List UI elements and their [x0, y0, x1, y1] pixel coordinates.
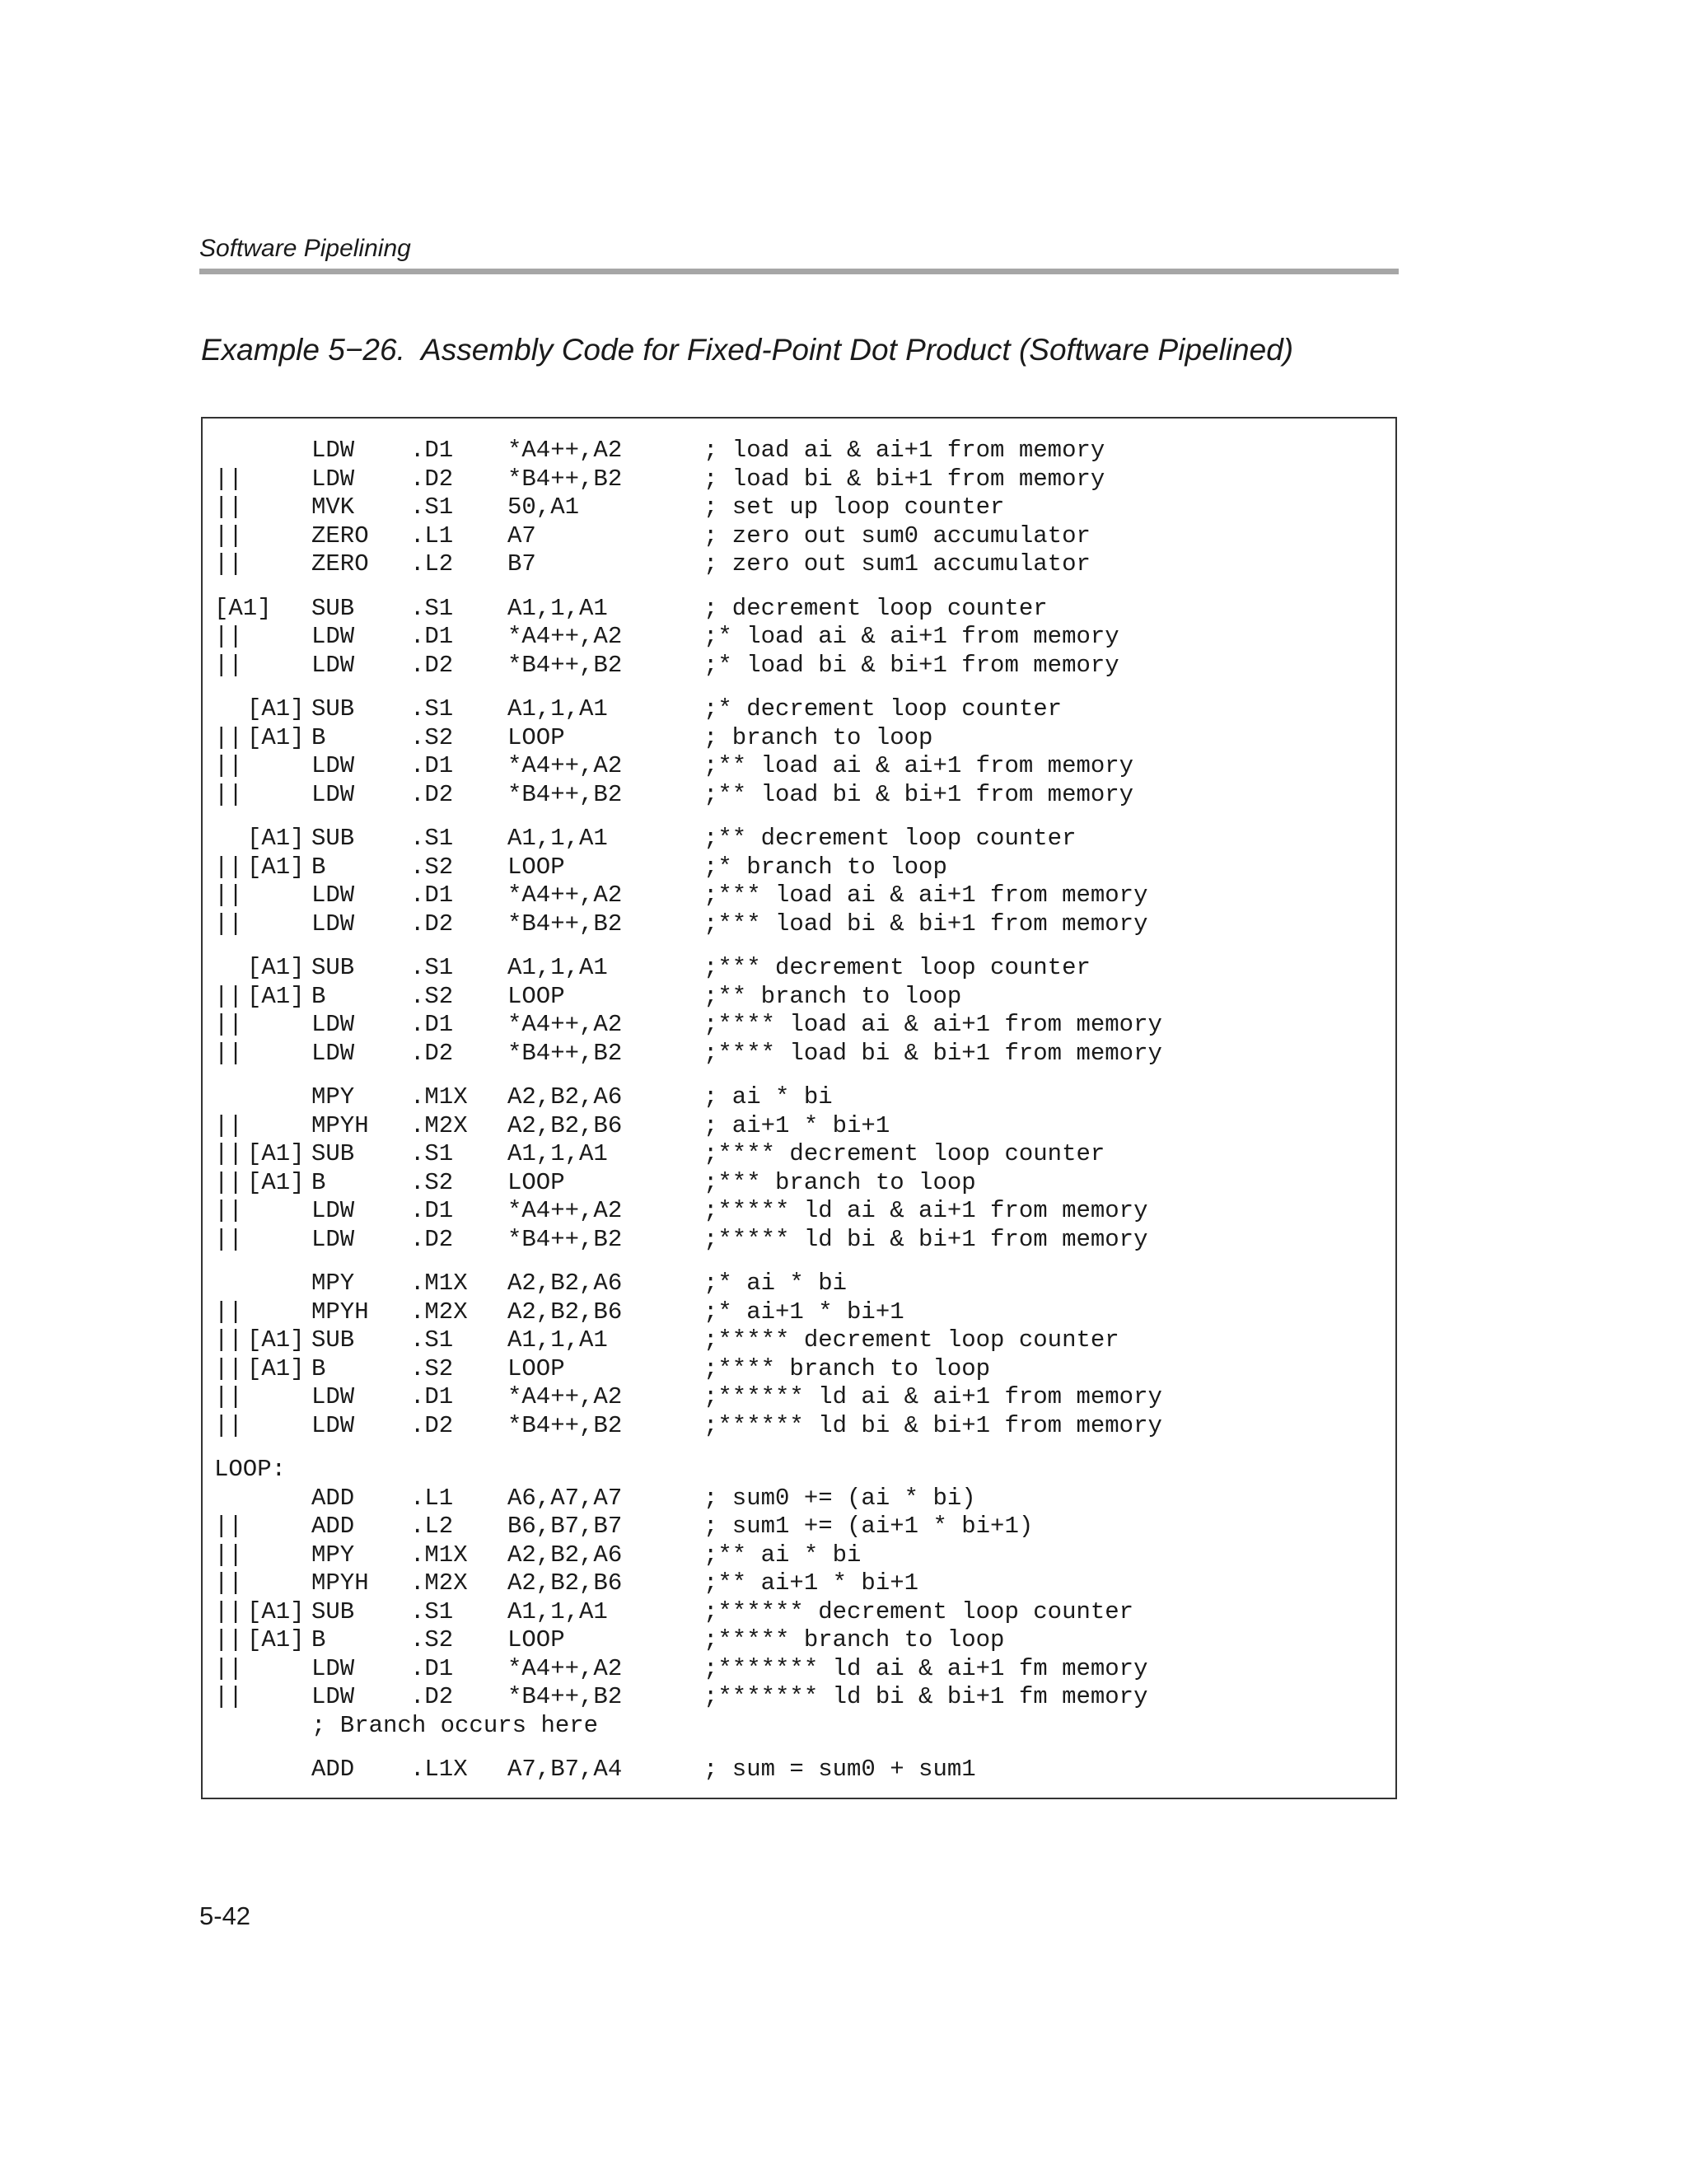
condition-register: [A1]	[214, 594, 272, 622]
code-line	[214, 1112, 1387, 1141]
parallel-bars: ||	[214, 780, 243, 808]
parallel-bars: ||	[214, 651, 243, 679]
code-line	[214, 1298, 1387, 1327]
comment: ; ai+1 * bi+1	[703, 1111, 890, 1139]
functional-unit: .M2X	[410, 1298, 468, 1326]
functional-unit: .D2	[410, 910, 454, 938]
code-line	[214, 983, 1387, 1012]
parallel-bars: ||	[214, 1383, 243, 1410]
functional-unit: .M1X	[410, 1541, 468, 1569]
comment: ; zero out sum1 accumulator	[703, 550, 1091, 578]
instruction: SUB	[311, 954, 355, 981]
operands: *A4++,A2	[507, 1197, 623, 1224]
comment: ;***** ld bi & bi+1 from memory	[703, 1225, 1148, 1253]
instruction: B	[311, 1354, 326, 1382]
parallel-bars: ||	[214, 910, 243, 938]
header-rule	[199, 269, 1399, 274]
operands: A1,1,A1	[507, 1597, 608, 1625]
comment: ;***** ld ai & ai+1 from memory	[703, 1197, 1148, 1224]
operands: A2,B2,B6	[507, 1111, 623, 1139]
functional-unit: .M2X	[410, 1569, 468, 1597]
functional-unit: .L1X	[410, 1756, 468, 1783]
operands: LOOP	[507, 1626, 565, 1653]
code-line	[214, 623, 1387, 652]
parallel-bars: ||	[214, 1326, 243, 1354]
instruction: LDW	[311, 752, 355, 779]
instruction: LDW	[311, 623, 355, 650]
code-line	[214, 853, 1387, 882]
functional-unit: .L2	[410, 550, 454, 578]
instruction: LDW	[311, 1654, 355, 1682]
comment: ;** ai * bi	[703, 1541, 862, 1569]
condition-register: [A1]	[247, 1326, 305, 1354]
comment: ;* ai+1 * bi+1	[703, 1298, 904, 1326]
instruction: SUB	[311, 1326, 355, 1354]
code-line	[214, 1011, 1387, 1040]
operands: A1,1,A1	[507, 954, 608, 981]
code-line	[214, 781, 1387, 810]
comment: ;***** branch to loop	[703, 1626, 1005, 1653]
running-head: Software Pipelining	[199, 235, 411, 262]
code-line	[214, 1569, 1387, 1598]
instruction: MPYH	[311, 1298, 369, 1326]
functional-unit: .D1	[410, 623, 454, 650]
operands: *A4++,A2	[507, 1654, 623, 1682]
parallel-bars: ||	[214, 752, 243, 779]
operands: A2,B2,B6	[507, 1569, 623, 1597]
functional-unit: .D2	[410, 1039, 454, 1067]
code-line	[214, 1513, 1387, 1541]
parallel-bars: ||	[214, 1541, 243, 1569]
operands: A7	[507, 521, 536, 550]
operands: *A4++,A2	[507, 1011, 623, 1038]
comment: ;******* ld ai & ai+1 fm memory	[703, 1654, 1148, 1682]
comment: ;****** ld ai & ai+1 from memory	[703, 1383, 1162, 1410]
functional-unit: .D2	[410, 1411, 454, 1439]
instruction: LDW	[311, 1411, 355, 1439]
operands: *B4++,B2	[507, 1683, 623, 1710]
code-line	[214, 437, 1387, 465]
instruction: SUB	[311, 1597, 355, 1625]
comment: ;** decrement loop counter	[703, 825, 1077, 852]
instruction: ADD	[311, 1513, 355, 1540]
code-line	[214, 1756, 1387, 1784]
code-line	[214, 825, 1387, 853]
parallel-bars: ||	[214, 1411, 243, 1439]
comment: ;**** branch to loop	[703, 1354, 991, 1382]
condition-register: [A1]	[247, 853, 305, 881]
instruction: SUB	[311, 825, 355, 852]
parallel-bars: ||	[214, 723, 243, 751]
functional-unit: .D2	[410, 465, 454, 493]
page-number: 5-42	[199, 1901, 251, 1930]
comment: ;** ai+1 * bi+1	[703, 1569, 919, 1597]
operands: *A4++,A2	[507, 437, 623, 464]
instruction: LDW	[311, 780, 355, 808]
operands: A2,B2,B6	[507, 1298, 623, 1326]
functional-unit: .D2	[410, 651, 454, 679]
comment: ;* load ai & ai+1 from memory	[703, 623, 1119, 650]
code-line	[214, 493, 1387, 522]
functional-unit: .D1	[410, 1011, 454, 1038]
instruction: LDW	[311, 1383, 355, 1410]
comment: ;*** load ai & ai+1 from memory	[703, 882, 1148, 909]
functional-unit: .L1	[410, 521, 454, 550]
instruction: ADD	[311, 1484, 355, 1512]
condition-register: [A1]	[247, 825, 305, 852]
operands: A1,1,A1	[507, 1140, 608, 1167]
comment: ; zero out sum0 accumulator	[703, 521, 1091, 550]
instruction: LDW	[311, 1197, 355, 1224]
operands: *A4++,A2	[507, 882, 623, 909]
code-line	[214, 1226, 1387, 1255]
condition-register: [A1]	[247, 1168, 305, 1196]
operands: LOOP	[507, 853, 565, 881]
operands: *B4++,B2	[507, 651, 623, 679]
operands: *A4++,A2	[507, 623, 623, 650]
instruction: MPYH	[311, 1111, 369, 1139]
operands: A1,1,A1	[507, 594, 608, 622]
code-line	[214, 1197, 1387, 1226]
instruction: MPY	[311, 1541, 355, 1569]
code-line	[214, 695, 1387, 724]
functional-unit: .S1	[410, 1597, 454, 1625]
operands: LOOP	[507, 1168, 565, 1196]
code-line	[214, 1083, 1387, 1112]
code-line	[214, 752, 1387, 781]
instruction: SUB	[311, 695, 355, 723]
instruction: LDW	[311, 1683, 355, 1710]
comment: ;* branch to loop	[703, 853, 947, 881]
instruction: B	[311, 853, 326, 881]
functional-unit: .S1	[410, 954, 454, 981]
condition-register: [A1]	[247, 1354, 305, 1382]
functional-unit: .M1X	[410, 1083, 468, 1111]
functional-unit: .D2	[410, 780, 454, 808]
parallel-bars: ||	[214, 1513, 243, 1540]
instruction: LDW	[311, 1011, 355, 1038]
parallel-bars: ||	[214, 853, 243, 881]
code-line	[214, 465, 1387, 494]
functional-unit: .S1	[410, 825, 454, 852]
functional-unit: .D1	[410, 437, 454, 464]
parallel-bars: ||	[214, 1298, 243, 1326]
operands: A2,B2,A6	[507, 1270, 623, 1297]
operands: *A4++,A2	[507, 752, 623, 779]
code-line	[214, 652, 1387, 680]
code-note: ; Branch occurs here	[311, 1711, 599, 1739]
parallel-bars: ||	[214, 1683, 243, 1710]
instruction: ZERO	[311, 521, 369, 550]
parallel-bars: ||	[214, 521, 243, 550]
functional-unit: .D1	[410, 1197, 454, 1224]
operands: 50,A1	[507, 493, 580, 521]
parallel-bars: ||	[214, 1111, 243, 1139]
functional-unit: .D1	[410, 752, 454, 779]
code-line	[214, 882, 1387, 910]
operands: B6,B7,B7	[507, 1513, 623, 1540]
parallel-bars: ||	[214, 1039, 243, 1067]
operands: LOOP	[507, 1354, 565, 1382]
operands: LOOP	[507, 723, 565, 751]
operands: A2,B2,A6	[507, 1083, 623, 1111]
instruction: LDW	[311, 1039, 355, 1067]
functional-unit: .S2	[410, 1626, 454, 1653]
functional-unit: .D1	[410, 882, 454, 909]
code-label: LOOP:	[214, 1456, 287, 1483]
operands: A2,B2,A6	[507, 1541, 623, 1569]
code-line	[214, 724, 1387, 753]
instruction: B	[311, 1168, 326, 1196]
code-line	[214, 1355, 1387, 1384]
functional-unit: .D2	[410, 1225, 454, 1253]
condition-register: [A1]	[247, 1626, 305, 1653]
instruction: MPYH	[311, 1569, 369, 1597]
comment: ;**** decrement loop counter	[703, 1140, 1105, 1167]
operands: LOOP	[507, 982, 565, 1010]
parallel-bars: ||	[214, 1168, 243, 1196]
comment: ; ai * bi	[703, 1083, 833, 1111]
code-line	[214, 1655, 1387, 1684]
code-line	[214, 1541, 1387, 1570]
code-line	[214, 1040, 1387, 1069]
comment: ; sum1 += (ai+1 * bi+1)	[703, 1513, 1034, 1540]
instruction: B	[311, 1626, 326, 1653]
code-line	[214, 910, 1387, 939]
code-line	[214, 1485, 1387, 1513]
functional-unit: .S1	[410, 493, 454, 521]
functional-unit: .L2	[410, 1513, 454, 1540]
condition-register: [A1]	[247, 1597, 305, 1625]
operands: *B4++,B2	[507, 780, 623, 808]
comment: ; branch to loop	[703, 723, 933, 751]
code-line	[214, 1383, 1387, 1412]
instruction: SUB	[311, 594, 355, 622]
code-line	[214, 1270, 1387, 1298]
operands: A1,1,A1	[507, 695, 608, 723]
code-line	[214, 522, 1387, 551]
parallel-bars: ||	[214, 623, 243, 650]
code-line	[214, 1626, 1387, 1655]
comment: ; load bi & bi+1 from memory	[703, 465, 1105, 493]
functional-unit: .S2	[410, 1354, 454, 1382]
comment: ;* ai * bi	[703, 1270, 848, 1297]
parallel-bars: ||	[214, 1626, 243, 1653]
parallel-bars: ||	[214, 1011, 243, 1038]
instruction: MVK	[311, 493, 355, 521]
instruction: ZERO	[311, 550, 369, 578]
operands: A1,1,A1	[507, 1326, 608, 1354]
instruction: B	[311, 723, 326, 751]
comment: ; set up loop counter	[703, 493, 1005, 521]
code-line	[214, 1598, 1387, 1627]
operands: *B4++,B2	[507, 465, 623, 493]
functional-unit: .L1	[410, 1484, 454, 1512]
comment: ; decrement loop counter	[703, 594, 1048, 622]
comment: ;***** decrement loop counter	[703, 1326, 1119, 1354]
code-line	[214, 954, 1387, 983]
functional-unit: .S1	[410, 594, 454, 622]
instruction: LDW	[311, 1225, 355, 1253]
instruction: LDW	[311, 651, 355, 679]
functional-unit: .D2	[410, 1683, 454, 1710]
comment: ; sum0 += (ai * bi)	[703, 1484, 976, 1512]
functional-unit: .M2X	[410, 1111, 468, 1139]
instruction: SUB	[311, 1140, 355, 1167]
comment: ;* load bi & bi+1 from memory	[703, 651, 1119, 679]
comment: ;**** load bi & bi+1 from memory	[703, 1039, 1162, 1067]
comment: ; load ai & ai+1 from memory	[703, 437, 1105, 464]
condition-register: [A1]	[247, 1140, 305, 1167]
functional-unit: .S2	[410, 853, 454, 881]
instruction: B	[311, 982, 326, 1010]
parallel-bars: ||	[214, 982, 243, 1010]
code-label-line	[214, 1456, 1387, 1485]
instruction: ADD	[311, 1756, 355, 1783]
instruction: MPY	[311, 1083, 355, 1111]
functional-unit: .S1	[410, 695, 454, 723]
parallel-bars: ||	[214, 1197, 243, 1224]
condition-register: [A1]	[247, 723, 305, 751]
code-listing-box	[201, 417, 1397, 1799]
functional-unit: .S1	[410, 1140, 454, 1167]
parallel-bars: ||	[214, 465, 243, 493]
comment: ;*** decrement loop counter	[703, 954, 1091, 981]
parallel-bars: ||	[214, 1354, 243, 1382]
functional-unit: .S2	[410, 723, 454, 751]
comment: ;*** branch to loop	[703, 1168, 976, 1196]
code-line	[214, 1326, 1387, 1355]
code-line	[214, 1169, 1387, 1198]
functional-unit: .D1	[410, 1654, 454, 1682]
functional-unit: .M1X	[410, 1270, 468, 1297]
operands: A7,B7,A4	[507, 1756, 623, 1783]
operands: A6,A7,A7	[507, 1484, 623, 1512]
comment: ;** branch to loop	[703, 982, 962, 1010]
parallel-bars: ||	[214, 550, 243, 578]
code-line	[214, 1683, 1387, 1712]
comment: ; sum = sum0 + sum1	[703, 1756, 976, 1783]
code-line	[214, 595, 1387, 624]
parallel-bars: ||	[214, 1569, 243, 1597]
instruction: MPY	[311, 1270, 355, 1297]
parallel-bars: ||	[214, 1140, 243, 1167]
operands: A1,1,A1	[507, 825, 608, 852]
functional-unit: .S1	[410, 1326, 454, 1354]
operands: *B4++,B2	[507, 1039, 623, 1067]
condition-register: [A1]	[247, 695, 305, 723]
operands: B7	[507, 550, 536, 578]
comment: ;****** ld bi & bi+1 from memory	[703, 1411, 1162, 1439]
parallel-bars: ||	[214, 493, 243, 521]
instruction: LDW	[311, 910, 355, 938]
condition-register: [A1]	[247, 982, 305, 1010]
parallel-bars: ||	[214, 1654, 243, 1682]
code-line	[214, 1140, 1387, 1169]
comment: ;****** decrement loop counter	[703, 1597, 1134, 1625]
comment: ;** load ai & ai+1 from memory	[703, 752, 1134, 779]
operands: *B4++,B2	[507, 910, 623, 938]
functional-unit: .S2	[410, 982, 454, 1010]
code-line	[214, 550, 1387, 579]
code-note-line	[214, 1712, 1387, 1741]
operands: *B4++,B2	[507, 1411, 623, 1439]
instruction: LDW	[311, 437, 355, 464]
functional-unit: .S2	[410, 1168, 454, 1196]
operands: *B4++,B2	[507, 1225, 623, 1253]
parallel-bars: ||	[214, 1597, 243, 1625]
comment: ;******* ld bi & bi+1 fm memory	[703, 1683, 1148, 1710]
parallel-bars: ||	[214, 1225, 243, 1253]
comment: ;** load bi & bi+1 from memory	[703, 780, 1134, 808]
parallel-bars: ||	[214, 882, 243, 909]
code-listing	[214, 437, 1387, 1784]
example-title: Example 5−26. Assembly Code for Fixed-Point Dot Product (Software Pipelined)	[201, 333, 1294, 367]
instruction: LDW	[311, 465, 355, 493]
comment: ;* decrement loop counter	[703, 695, 1063, 723]
condition-register: [A1]	[247, 954, 305, 981]
comment: ;**** load ai & ai+1 from memory	[703, 1011, 1162, 1038]
code-line	[214, 1412, 1387, 1441]
operands: *A4++,A2	[507, 1383, 623, 1410]
functional-unit: .D1	[410, 1383, 454, 1410]
comment: ;*** load bi & bi+1 from memory	[703, 910, 1148, 938]
instruction: LDW	[311, 882, 355, 909]
